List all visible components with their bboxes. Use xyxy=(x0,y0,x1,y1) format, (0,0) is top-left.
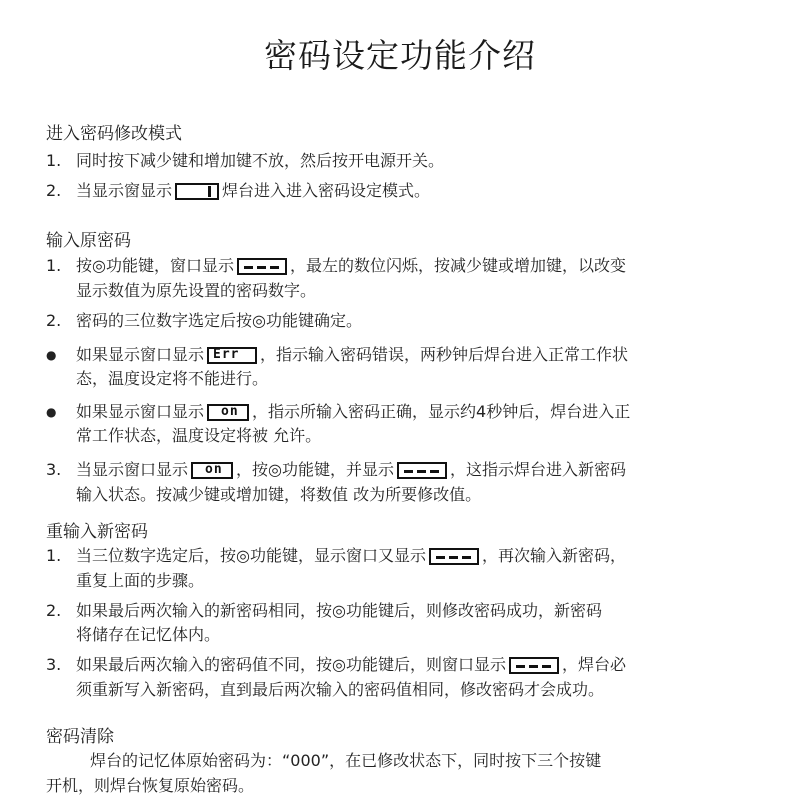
lcd-dashes-display-icon xyxy=(237,258,287,275)
lcd-on-display-icon xyxy=(207,404,249,421)
step-text: 密码的三位数字选定后按◎功能键确定。 xyxy=(76,311,362,330)
step-2-2 xyxy=(46,308,362,331)
bullet-error-cont: 态，温度设定将不能进行。 xyxy=(76,369,269,388)
step-3-3 xyxy=(46,652,626,675)
step-number: 3. xyxy=(46,655,62,674)
step-text: ，按◎功能键，并显示 xyxy=(236,460,394,479)
lcd-dashes-display-icon xyxy=(429,548,479,565)
lcd-text: on xyxy=(221,404,239,419)
step-3-2-cont: 将储存在记忆体内。 xyxy=(76,625,221,644)
step-number: 3. xyxy=(46,460,62,479)
bullet-correct xyxy=(46,399,630,422)
step-text: 如果最后两次输入的密码值不同，按◎功能键后，则窗口显示 xyxy=(76,655,506,674)
lcd-text: Err xyxy=(213,347,240,362)
section-heading-input-old: 输入原密码 xyxy=(46,231,131,251)
step-number: 1. xyxy=(46,151,62,170)
step-number: 2. xyxy=(46,311,62,330)
page-title: 密码设定功能介绍 xyxy=(264,36,536,75)
step-number: 2. xyxy=(46,181,62,200)
lcd-err-display-icon xyxy=(207,347,257,364)
bullet-text: ，指示输入密码错误，两秒钟后焊台进入正常工作状 xyxy=(260,345,629,364)
step-text: 焊台进入进入密码设定模式。 xyxy=(222,181,431,200)
step-text: 当三位数字选定后，按◎功能键，显示窗口又显示 xyxy=(76,546,426,565)
step-3-1-cont: 重复上面的步骤。 xyxy=(76,571,205,590)
step-text: 当显示窗显示 xyxy=(76,181,173,200)
step-2-1 xyxy=(46,253,626,276)
step-1-1 xyxy=(46,148,444,171)
section-heading-reenter-new: 重输入新密码 xyxy=(46,522,148,542)
step-text: ，这指示焊台进入新密码 xyxy=(449,460,626,479)
bullet-text: 如果显示窗口显示 xyxy=(76,402,205,421)
step-text: 按◎功能键，窗口显示 xyxy=(76,256,234,275)
section-heading-clear: 密码清除 xyxy=(46,727,114,747)
step-2-3 xyxy=(46,457,626,480)
step-2-3-cont: 输入状态。按减少键或增加键，将数值 改为所要修改值。 xyxy=(76,485,482,504)
step-3-1 xyxy=(46,543,626,566)
step-text: 当显示窗口显示 xyxy=(76,460,189,479)
clear-text-line-1: 焊台的记忆体原始密码为：“000”，在已修改状态下，同时按下三个按键 xyxy=(90,751,602,770)
step-text: ，最左的数位闪烁，按减少键或增加键，以改变 xyxy=(289,256,626,275)
lcd-blank-display-icon xyxy=(175,183,219,200)
lcd-dashes-display-icon xyxy=(397,462,447,479)
bullet-text: 如果显示窗口显示 xyxy=(76,345,205,364)
step-number: 2. xyxy=(46,601,62,620)
clear-text-line-2: 开机，则焊台恢复原始密码。 xyxy=(46,776,255,795)
section-heading-enter-mode: 进入密码修改模式 xyxy=(46,124,182,144)
bullet-correct-cont: 常工作状态，温度设定将被 允许。 xyxy=(76,426,322,445)
step-number: 1. xyxy=(46,546,62,565)
step-3-3-cont: 须重新写入新密码，直到最后两次输入的密码值相同，修改密码才会成功。 xyxy=(76,680,605,699)
bullet-text: ，指示所输入密码正确，显示约4秒钟后，焊台进入正 xyxy=(252,402,631,421)
lcd-text: on xyxy=(205,462,223,477)
step-number: 1. xyxy=(46,256,62,275)
step-2-1-cont: 显示数值为原先设置的密码数字。 xyxy=(76,281,317,300)
step-text: 同时按下减少键和增加键不放，然后按开电源开关。 xyxy=(76,151,445,170)
step-text: 如果最后两次输入的新密码相同，按◎功能键后，则修改密码成功，新密码 xyxy=(76,601,602,620)
step-3-2 xyxy=(46,598,602,621)
lcd-dashes-display-icon xyxy=(509,657,559,674)
lcd-on-display-icon xyxy=(191,462,233,479)
bullet-dot-icon: ● xyxy=(46,405,57,419)
step-text: ，再次输入新密码， xyxy=(481,546,626,565)
step-1-2 xyxy=(46,178,430,201)
step-text: ，焊台必 xyxy=(561,655,626,674)
bullet-dot-icon: ● xyxy=(46,348,57,362)
bullet-error xyxy=(46,342,628,365)
